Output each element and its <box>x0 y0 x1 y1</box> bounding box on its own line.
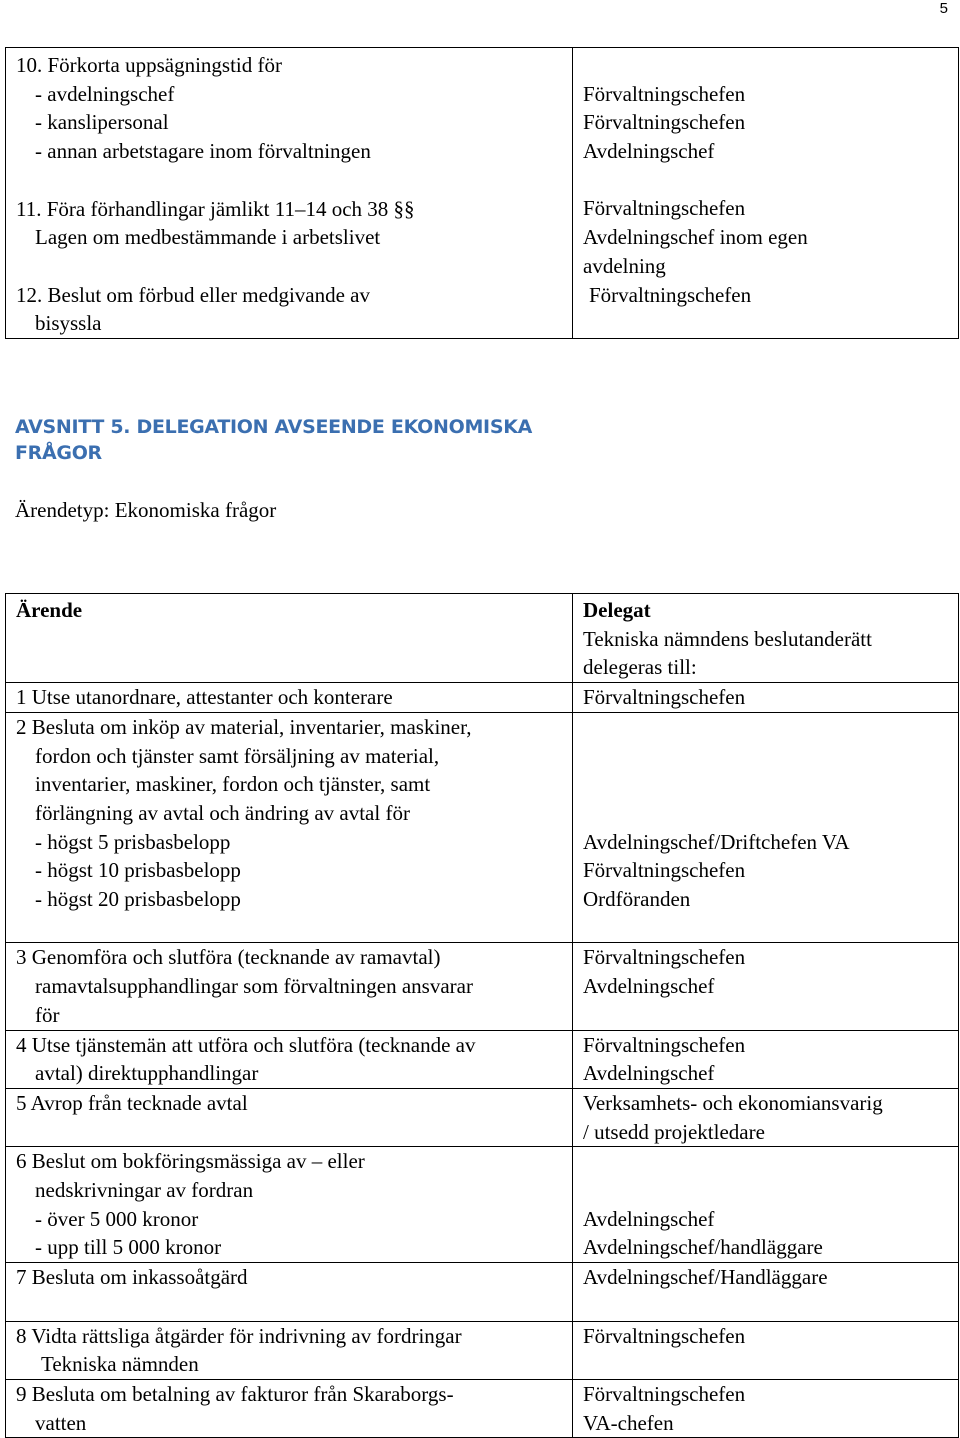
item-text: Lagen om medbestämmande i arbetslivet <box>35 225 381 250</box>
column-header-sub: Tekniska nämndens beslutanderätt <box>583 626 872 651</box>
item-text: 8 Vidta rättsliga åtgärder för indrivning av fordringar <box>16 1323 462 1348</box>
table-cell-delegate <box>573 683 959 713</box>
section-heading <box>15 414 615 466</box>
item-text: - högst 5 prisbasbelopp <box>35 829 231 854</box>
table-row <box>6 712 959 943</box>
delegate-text: Förvaltningschefen <box>583 1323 746 1348</box>
item-text: - högst 10 prisbasbelopp <box>35 858 241 883</box>
table-row <box>6 1321 959 1379</box>
table-cell-delegate <box>573 1147 959 1263</box>
item-text: för <box>35 1002 60 1027</box>
matter-type-label: Ärendetyp: Ekonomiska frågor <box>15 498 277 522</box>
item-text: - högst 20 prisbasbelopp <box>35 887 241 912</box>
table-row <box>6 1263 959 1321</box>
item-text: - kanslipersonal <box>35 110 169 135</box>
delegate-text: Verksamhets- och ekonomiansvarig <box>583 1090 883 1115</box>
item-text: 11. Föra förhandlingar jämlikt 11–14 och 38 §§ <box>16 196 415 221</box>
delegate-text: Förvaltningschefen <box>583 1381 746 1406</box>
delegate-text: Avdelningschef <box>583 139 715 164</box>
table-cell-matter <box>6 1147 573 1263</box>
table-row <box>6 1030 959 1088</box>
item-text: - avdelningschef <box>35 81 175 106</box>
column-header: Delegat <box>583 598 651 622</box>
delegation-table-personnel <box>5 47 959 339</box>
item-text: 2 Besluta om inköp av material, inventarier, maskiner, <box>16 714 472 739</box>
table-cell-matter <box>6 48 573 339</box>
table-cell-matter <box>6 683 573 713</box>
item-text: - annan arbetstagare inom förvaltningen <box>35 139 371 164</box>
item-text: avtal) direktupphandlingar <box>35 1061 259 1086</box>
delegate-text: Förvaltningschefen <box>583 685 746 710</box>
table-cell-delegate <box>573 1030 959 1088</box>
delegate-text: Förvaltningschefen <box>583 81 746 106</box>
table-header-row <box>6 594 959 683</box>
item-text: 10. Förkorta uppsägningstid för <box>16 53 282 77</box>
delegate-text: Förvaltningschefen <box>583 196 746 221</box>
table-cell-matter <box>6 712 573 943</box>
header-cell-matter <box>6 594 573 683</box>
table-row <box>6 683 959 713</box>
delegate-text: VA-chefen <box>583 1410 674 1435</box>
table-row <box>6 1088 959 1146</box>
section-heading-line: AVSNITT 5. DELEGATION AVSEENDE EKONOMISKA <box>15 416 533 438</box>
table-cell-delegate <box>573 1379 959 1437</box>
delegation-table-economic <box>5 593 959 1438</box>
item-text: 5 Avrop från tecknade avtal <box>16 1090 248 1115</box>
table-cell-delegate <box>573 1321 959 1379</box>
delegate-text: / utsedd projektledare <box>583 1119 765 1144</box>
table-row <box>6 48 959 339</box>
item-text: - över 5 000 kronor <box>35 1206 199 1231</box>
item-text: förlängning av avtal och ändring av avtal för <box>35 800 410 825</box>
delegate-text: Förvaltningschefen <box>589 282 752 307</box>
item-text: 9 Besluta om betalning av fakturor från Skaraborgs- <box>16 1381 454 1406</box>
item-text: fordon och tjänster samt försäljning av material, <box>35 743 440 768</box>
table-cell-delegate <box>573 1263 959 1321</box>
item-text: 6 Beslut om bokföringsmässiga av – eller <box>16 1149 365 1174</box>
item-text: inventarier, maskiner, fordon och tjänster, samt <box>35 772 431 797</box>
delegate-text: Förvaltningschefen <box>583 1032 746 1057</box>
table-cell-matter <box>6 1030 573 1088</box>
item-text: 12. Beslut om förbud eller medgivande av <box>16 282 370 307</box>
table-row <box>6 1379 959 1437</box>
item-text: Tekniska nämnden <box>41 1352 199 1377</box>
table-cell-delegate <box>573 1088 959 1146</box>
delegate-text: Avdelningschef/handläggare <box>583 1235 823 1260</box>
delegate-text: Avdelningschef <box>583 1206 715 1231</box>
table-cell-matter <box>6 943 573 1030</box>
table-cell-matter <box>6 1321 573 1379</box>
column-header: Ärende <box>16 598 83 622</box>
page-number: 5 <box>939 0 948 17</box>
delegate-text: Avdelningschef <box>583 974 715 999</box>
delegate-text: Förvaltningschefen <box>583 945 746 970</box>
item-text: bisyssla <box>35 311 102 336</box>
table-cell-matter <box>6 1088 573 1146</box>
section-heading-line: FRÅGOR <box>15 442 102 464</box>
table-row <box>6 943 959 1030</box>
table-cell-delegate <box>573 48 959 339</box>
table-cell-delegate <box>573 943 959 1030</box>
table-row <box>6 1147 959 1263</box>
item-text: - upp till 5 000 kronor <box>35 1235 222 1260</box>
header-cell-delegate <box>573 594 959 683</box>
delegate-text: Förvaltningschefen <box>583 858 746 883</box>
delegate-text: Ordföranden <box>583 886 691 911</box>
delegate-text: Förvaltningschefen <box>583 110 746 135</box>
delegate-text: Avdelningschef/Handläggare <box>583 1265 828 1290</box>
table-cell-matter <box>6 1263 573 1321</box>
table-cell-matter <box>6 1379 573 1437</box>
item-text: nedskrivningar av fordran <box>35 1178 254 1203</box>
item-text: ramavtalsupphandlingar som förvaltningen ansvarar <box>35 974 473 999</box>
item-text: 4 Utse tjänstemän att utföra och slutföra (tecknande av <box>16 1032 476 1057</box>
item-text: 1 Utse utanordnare, attestanter och konterare <box>16 685 393 710</box>
delegate-text: Avdelningschef/Driftchefen VA <box>583 829 850 854</box>
item-text: 7 Besluta om inkassoåtgärd <box>16 1265 248 1290</box>
delegate-text: Avdelningschef inom egen <box>583 225 808 250</box>
item-text: vatten <box>35 1410 87 1435</box>
delegate-text: Avdelningschef <box>583 1061 715 1086</box>
item-text: 3 Genomföra och slutföra (tecknande av ramavtal) <box>16 945 441 970</box>
delegate-text: avdelning <box>583 253 666 278</box>
table-cell-delegate <box>573 712 959 943</box>
column-header-sub: delegeras till: <box>583 655 697 680</box>
